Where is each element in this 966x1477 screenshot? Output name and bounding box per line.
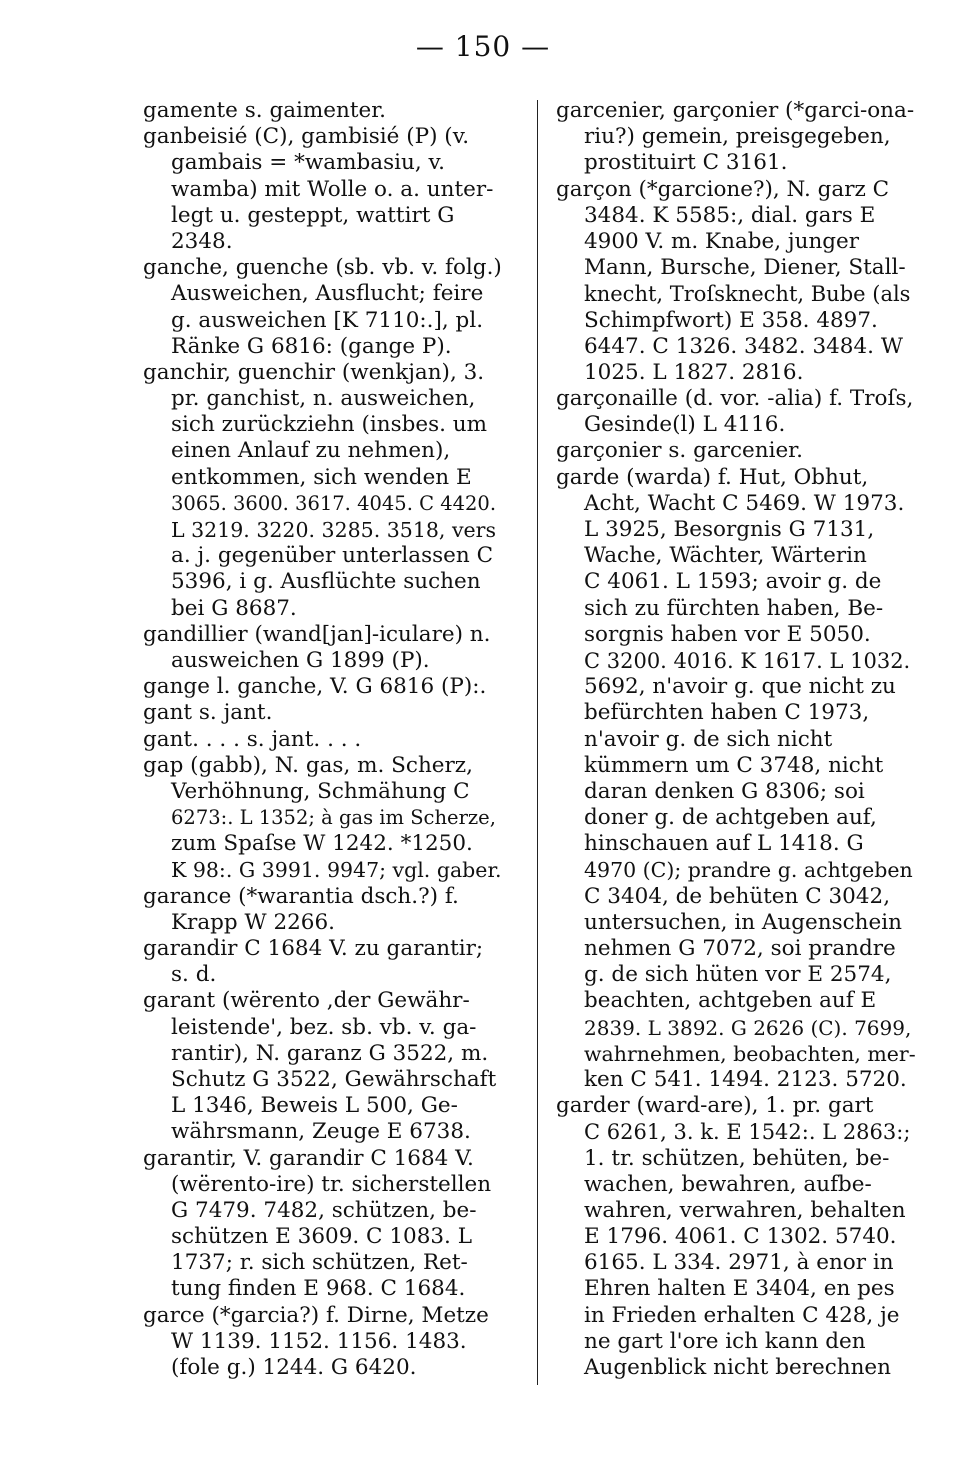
entry-line: befürchten haben C 1973, — [584, 700, 870, 726]
entry-line: prostituirt C 3161. — [584, 150, 788, 176]
entry-line: einen Anlauf zu nehmen), — [171, 438, 451, 464]
entry-line: in Frieden erhalten C 428, je — [584, 1302, 900, 1328]
entry-line: wahren, verwahren, behalten — [584, 1197, 906, 1223]
entry-line: nehmen G 7072, soi prandre — [584, 936, 896, 961]
entry-line: a. j. gegenüber unterlassen C — [171, 543, 494, 569]
entry-line: untersuchen, in Augenschein — [584, 909, 902, 935]
entry-line: Gesinde(l) L 4116. — [584, 412, 786, 438]
entry-line: gant. . . . s. jant. . . . — [143, 726, 362, 752]
entry-line: Wache, Wächter, Wärterin — [584, 543, 867, 569]
entry-line: sorgnis haben vor E 5050. — [584, 621, 871, 647]
entry-line: Ehren halten E 3404, en pes — [584, 1276, 895, 1302]
entry-line: pr. ganchist, n. ausweichen, — [171, 386, 476, 412]
entry-line: garde (warda) f. Hut, Obhut, — [556, 464, 869, 490]
entry-line: 3484. K 5585:, dial. gars E — [584, 202, 876, 228]
entry-line: garce (*garcia?) f. Dirne, Metze — [143, 1302, 489, 1328]
entry-line: kümmern um C 3748, nicht — [584, 752, 884, 778]
entry-line: Acht, Wacht C 5469. W 1973. — [584, 490, 905, 516]
entry-line: garantir, V. garandir C 1684 V. — [143, 1145, 474, 1171]
entry-line: wachen, bewahren, aufbe- — [584, 1171, 872, 1197]
entry-line: knecht, Troſsknecht, Bube (als — [584, 282, 911, 307]
entry-line: leistende', bez. sb. vb. v. ga- — [171, 1014, 477, 1040]
entry-line: C 6261, 3. k. E 1542:. L 2863:; — [584, 1120, 911, 1145]
entry-line: C 4061. L 1593; avoir g. de — [584, 569, 882, 595]
entry-line: gap (gabb), N. gas, m. Scherz, — [143, 752, 473, 778]
entry-line: 4970 (C); prandre g. achtgeben — [584, 858, 913, 883]
entry-line: 2839. L 3892. G 2626 (C). 7699, — [584, 1015, 912, 1040]
entry-line: 1737; r. sich schützen, Ret- — [171, 1250, 468, 1276]
entry-line: legt u. gesteppt, wattirt G — [171, 202, 455, 228]
entry-line: L 3925, Besorgnis G 7131, — [584, 517, 875, 542]
entry-line: entkommen, sich wenden E — [171, 464, 472, 490]
entry-line: währsmann, Zeuge E 6738. — [171, 1119, 471, 1145]
entry-line: garandir C 1684 V. zu garantir; — [143, 936, 484, 961]
entry-line: 6447. C 1326. 3482. 3484. W — [584, 333, 903, 359]
column-divider — [537, 100, 538, 1385]
entry-line: Ausweichen, Ausflucht; feire — [171, 281, 484, 307]
entry-line: C 3200. 4016. K 1617. L 1032. — [584, 648, 911, 673]
entry-line: zum Spaſse W 1242. *1250. — [171, 831, 473, 857]
entry-line: schützen E 3609. C 1083. L — [171, 1224, 472, 1250]
entry-line: g. de sich hüten vor E 2574, — [584, 962, 892, 988]
entry-line: garance (*warantia dsch.?) f. — [143, 883, 459, 909]
entry-line: 4900 V. m. Knabe, junger — [584, 228, 860, 254]
entry-line: garçonaille (d. vor. -alia) f. Troſs, — [556, 386, 914, 412]
entry-line: sich zu fürchten haben, Be- — [584, 595, 884, 621]
entry-line: garder (ward-are), 1. pr. gart — [556, 1093, 874, 1119]
entry-line: Verhöhnung, Schmähung C — [171, 778, 470, 804]
entry-line: doner g. de achtgeben auf, — [584, 805, 877, 831]
entry-line: wahrnehmen, beobachten, mer- — [584, 1041, 916, 1066]
entry-line: 5692, n'avoir g. que nicht zu — [584, 674, 896, 700]
entry-line: riu?) gemein, preisgegeben, — [584, 124, 891, 150]
entry-line: G 7479. 7482, schützen, be- — [171, 1197, 477, 1223]
left-column — [143, 98, 503, 1381]
entry-line: Ränke G 6816: (gange P). — [171, 333, 452, 359]
entry-line: ganbeisié (C), gambisié (P) (v. — [143, 124, 470, 150]
entry-line: garant (wërento ,der Gewähr- — [143, 988, 470, 1014]
entry-line: rantir), N. garanz G 3522, m. — [171, 1040, 489, 1066]
entry-line: 3065. 3600. 3617. 4045. C 4420. — [171, 491, 497, 515]
entry-line: sich zurückziehn (insbes. um — [171, 412, 488, 438]
entry-line: Augenblick nicht berechnen — [584, 1355, 892, 1380]
entry-line: L 3219. 3220. 3285. 3518, vers — [171, 518, 496, 542]
entry-line: ganche, guenche (sb. vb. v. folg.) — [143, 255, 502, 281]
entry-line: gange l. ganche, V. G 6816 (P):. — [143, 674, 487, 700]
entry-line: s. d. — [171, 962, 217, 988]
entry-line: hinschauen auf L 1418. G — [584, 831, 864, 857]
right-column — [556, 98, 916, 1381]
entry-line: n'avoir g. de sich nicht — [584, 726, 833, 752]
entry-line: 1025. L 1827. 2816. — [584, 359, 804, 385]
entry-line: daran denken G 8306; soi — [584, 778, 865, 804]
entry-line: gandillier (wand[jan]-iculare) n. — [143, 621, 491, 647]
entry-line: 1. tr. schützen, behüten, be- — [584, 1145, 890, 1171]
entry-line: ken C 541. 1494. 2123. 5720. — [584, 1066, 907, 1092]
entry-line: E 1796. 4061. C 1302. 5740. — [584, 1224, 897, 1250]
entry-line: g. ausweichen [K 7110:.], pl. — [171, 307, 484, 333]
entry-line: 6273:. L 1352; à gas im Scherze, — [171, 806, 496, 830]
entry-line: garcenier, garçonier (*garci-ona- — [556, 98, 915, 123]
entry-line: ganchir, guenchir (wenkjan), 3. — [143, 359, 485, 385]
entry-line: garçon (*garcione?), N. garz C — [556, 176, 890, 202]
entry-line: gamente s. gaimenter. — [143, 98, 386, 123]
entry-line: bei G 8687. — [171, 595, 297, 621]
entry-line: ausweichen G 1899 (P). — [171, 647, 430, 673]
entry-line: 5396, i g. Ausflüchte suchen — [171, 569, 481, 595]
entry-line: Mann, Bursche, Diener, Stall- — [584, 255, 906, 281]
entry-line: ne gart l'ore ich kann den — [584, 1328, 866, 1354]
entry-line: (fole g.) 1244. G 6420. — [171, 1355, 417, 1380]
entry-line: Schimpfwort) E 358. 4897. — [584, 307, 878, 333]
page-number: — 150 — — [415, 30, 551, 63]
entry-line: 2348. — [171, 228, 233, 254]
entry-line: wamba) mit Wolle o. a. unter- — [171, 176, 494, 202]
entry-line: W 1139. 1152. 1156. 1483. — [171, 1328, 467, 1354]
entry-line: L 1346, Beweis L 500, Ge- — [171, 1093, 458, 1119]
entry-line: beachten, achtgeben auf E — [584, 988, 877, 1014]
entry-line: gambais = *wambasiu, v. — [171, 150, 445, 176]
entry-line: Krapp W 2266. — [171, 909, 336, 935]
entry-line: gant s. jant. — [143, 700, 273, 726]
entry-line: Schutz G 3522, Gewährschaft — [171, 1066, 497, 1092]
entry-line: K 98:. G 3991. 9947; vgl. gaber. — [171, 858, 502, 883]
entry-line: 6165. L 334. 2971, à enor in — [584, 1250, 894, 1276]
entry-line: (wërento-ire) tr. sicherstellen — [171, 1171, 492, 1197]
entry-line: garçonier s. garcenier. — [556, 438, 803, 464]
entry-line: tung finden E 968. C 1684. — [171, 1276, 466, 1302]
entry-line: C 3404, de behüten C 3042, — [584, 883, 891, 909]
